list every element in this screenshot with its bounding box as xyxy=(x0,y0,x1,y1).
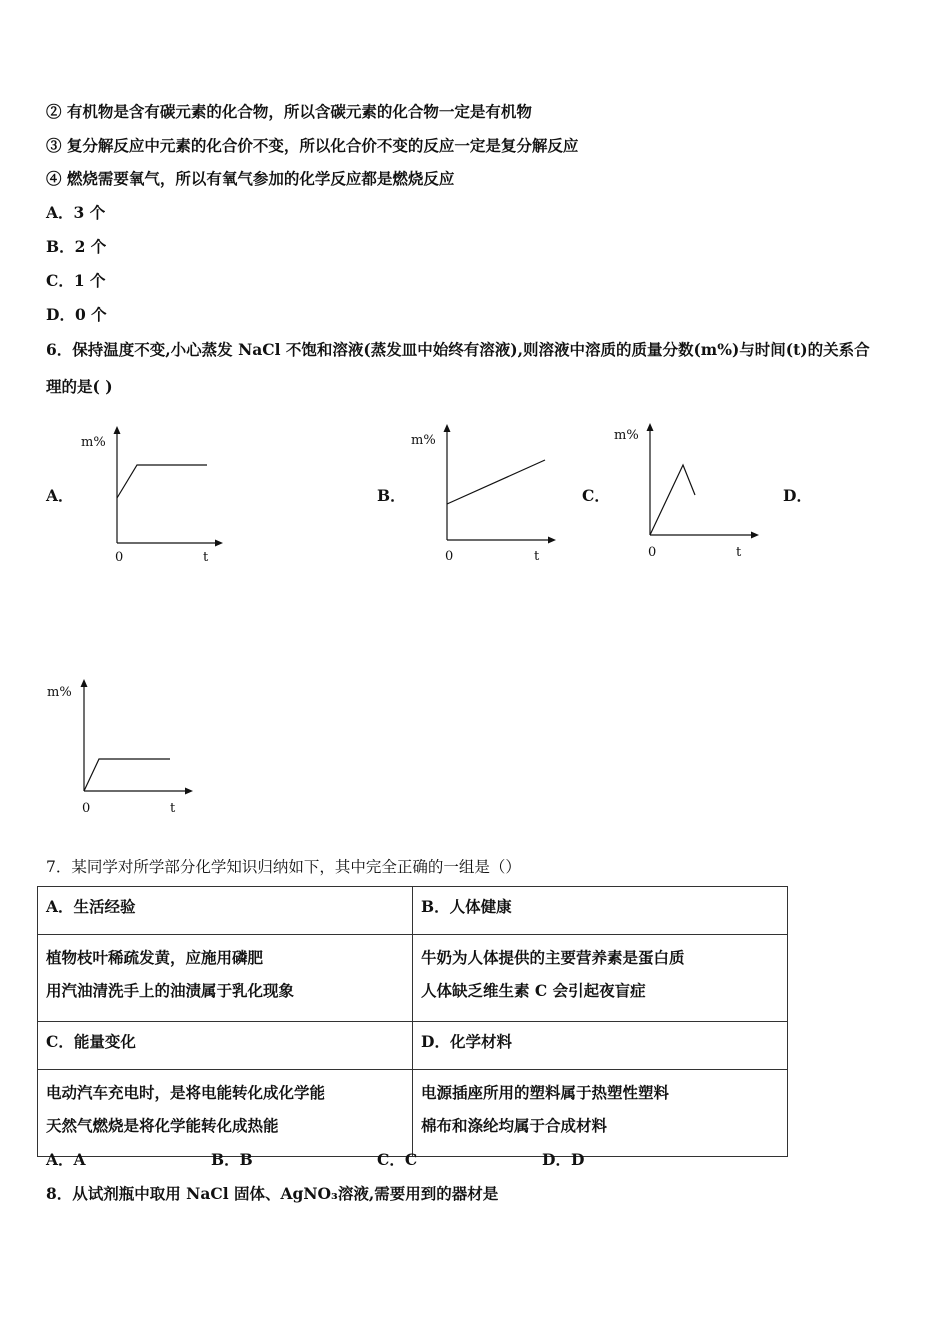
q5-option-d: D．0 个 xyxy=(46,305,107,324)
q7-knowledge-table xyxy=(37,886,788,1157)
q7-b-line2: 人体缺乏维生素 C 会引起夜盲症 xyxy=(421,981,646,1000)
q7-cell-a-head: A．生活经验 xyxy=(38,887,413,935)
graph-d-curve xyxy=(84,759,170,791)
q5-option-c: C．1 个 xyxy=(46,271,106,290)
q7-c-line1: 电动汽车充电时，是将电能转化成化学能 xyxy=(46,1083,326,1102)
graph-b-y-label: m% xyxy=(411,433,436,448)
q7-cell-a-content xyxy=(38,935,413,1022)
q6-label-a: A． xyxy=(46,486,74,505)
graph-c-origin: 0 xyxy=(648,545,657,560)
q6-graph-c xyxy=(610,415,770,565)
q7-answer-c: C．C xyxy=(377,1150,418,1169)
q5-option-b: B．2 个 xyxy=(46,237,107,256)
q7-cell-d-head: D．化学材料 xyxy=(413,1022,788,1070)
q5-statement-2: ② 有机物是含有碳元素的化合物，所以含碳元素的化合物一定是有机物 xyxy=(46,102,532,121)
q6-label-d: D． xyxy=(783,486,812,505)
graph-a-y-label: m% xyxy=(81,435,106,450)
q7-answer-b: B．B xyxy=(211,1150,253,1169)
graph-c-y-label: m% xyxy=(614,428,639,443)
q6-graph-b xyxy=(405,420,565,570)
q7-stem: 7．某同学对所学部分化学知识归纳如下，其中完全正确的一组是（） xyxy=(46,858,521,876)
q7-a-line2: 用汽油清洗手上的油渍属于乳化现象 xyxy=(46,981,295,1000)
q6-stem-line1: 6．保持温度不变,小心蒸发 NaCl 不饱和溶液(蒸发皿中始终有溶液),则溶液中溶质的质量分数(m%)与时间(t)的关系合 xyxy=(46,340,870,359)
graph-a-curve xyxy=(117,465,207,498)
graph-b-curve xyxy=(447,460,545,504)
q6-label-b: B． xyxy=(377,486,406,505)
graph-b-origin: 0 xyxy=(445,549,454,564)
q7-d-line1: 电源插座所用的塑料属于热塑性塑料 xyxy=(421,1083,670,1102)
q6-graph-a xyxy=(75,420,235,570)
graph-d-y-label: m% xyxy=(47,685,72,700)
q6-graph-d xyxy=(42,675,202,825)
q5-statement-3: ③ 复分解反应中元素的化合价不变，所以化合价不变的反应一定是复分解反应 xyxy=(46,136,579,155)
graph-a-x-label: t xyxy=(203,550,209,565)
q6-label-c: C． xyxy=(582,486,610,505)
q7-cell-b-head: B．人体健康 xyxy=(413,887,788,935)
q5-statement-4: ④ 燃烧需要氧气，所以有氧气参加的化学反应都是燃烧反应 xyxy=(46,169,455,188)
q7-cell-c-head: C．能量变化 xyxy=(38,1022,413,1070)
q7-d-line2: 棉布和涤纶均属于合成材料 xyxy=(421,1116,608,1135)
graph-c-x-label: t xyxy=(736,545,742,560)
q7-cell-b-content xyxy=(413,935,788,1022)
q7-answer-a: A．A xyxy=(46,1150,86,1169)
graph-c-curve xyxy=(650,465,695,535)
q7-answer-d: D．D xyxy=(542,1150,585,1169)
q7-a-line1: 植物枝叶稀疏发黄，应施用磷肥 xyxy=(46,948,264,967)
graph-a-origin: 0 xyxy=(115,550,124,565)
q5-option-a: A．3 个 xyxy=(46,203,106,222)
graph-b-x-label: t xyxy=(534,549,540,564)
q7-b-line1: 牛奶为人体提供的主要营养素是蛋白质 xyxy=(421,948,685,967)
q7-cell-d-content xyxy=(413,1070,788,1157)
q8-stem: 8．从试剂瓶中取用 NaCl 固体、AgNO₃溶液,需要用到的器材是 xyxy=(46,1184,499,1203)
graph-d-x-label: t xyxy=(170,801,176,816)
graph-d-origin: 0 xyxy=(82,801,91,816)
q7-c-line2: 天然气燃烧是将化学能转化成热能 xyxy=(46,1116,279,1135)
q7-cell-c-content xyxy=(38,1070,413,1157)
q6-stem-line2: 理的是( ) xyxy=(46,377,113,396)
